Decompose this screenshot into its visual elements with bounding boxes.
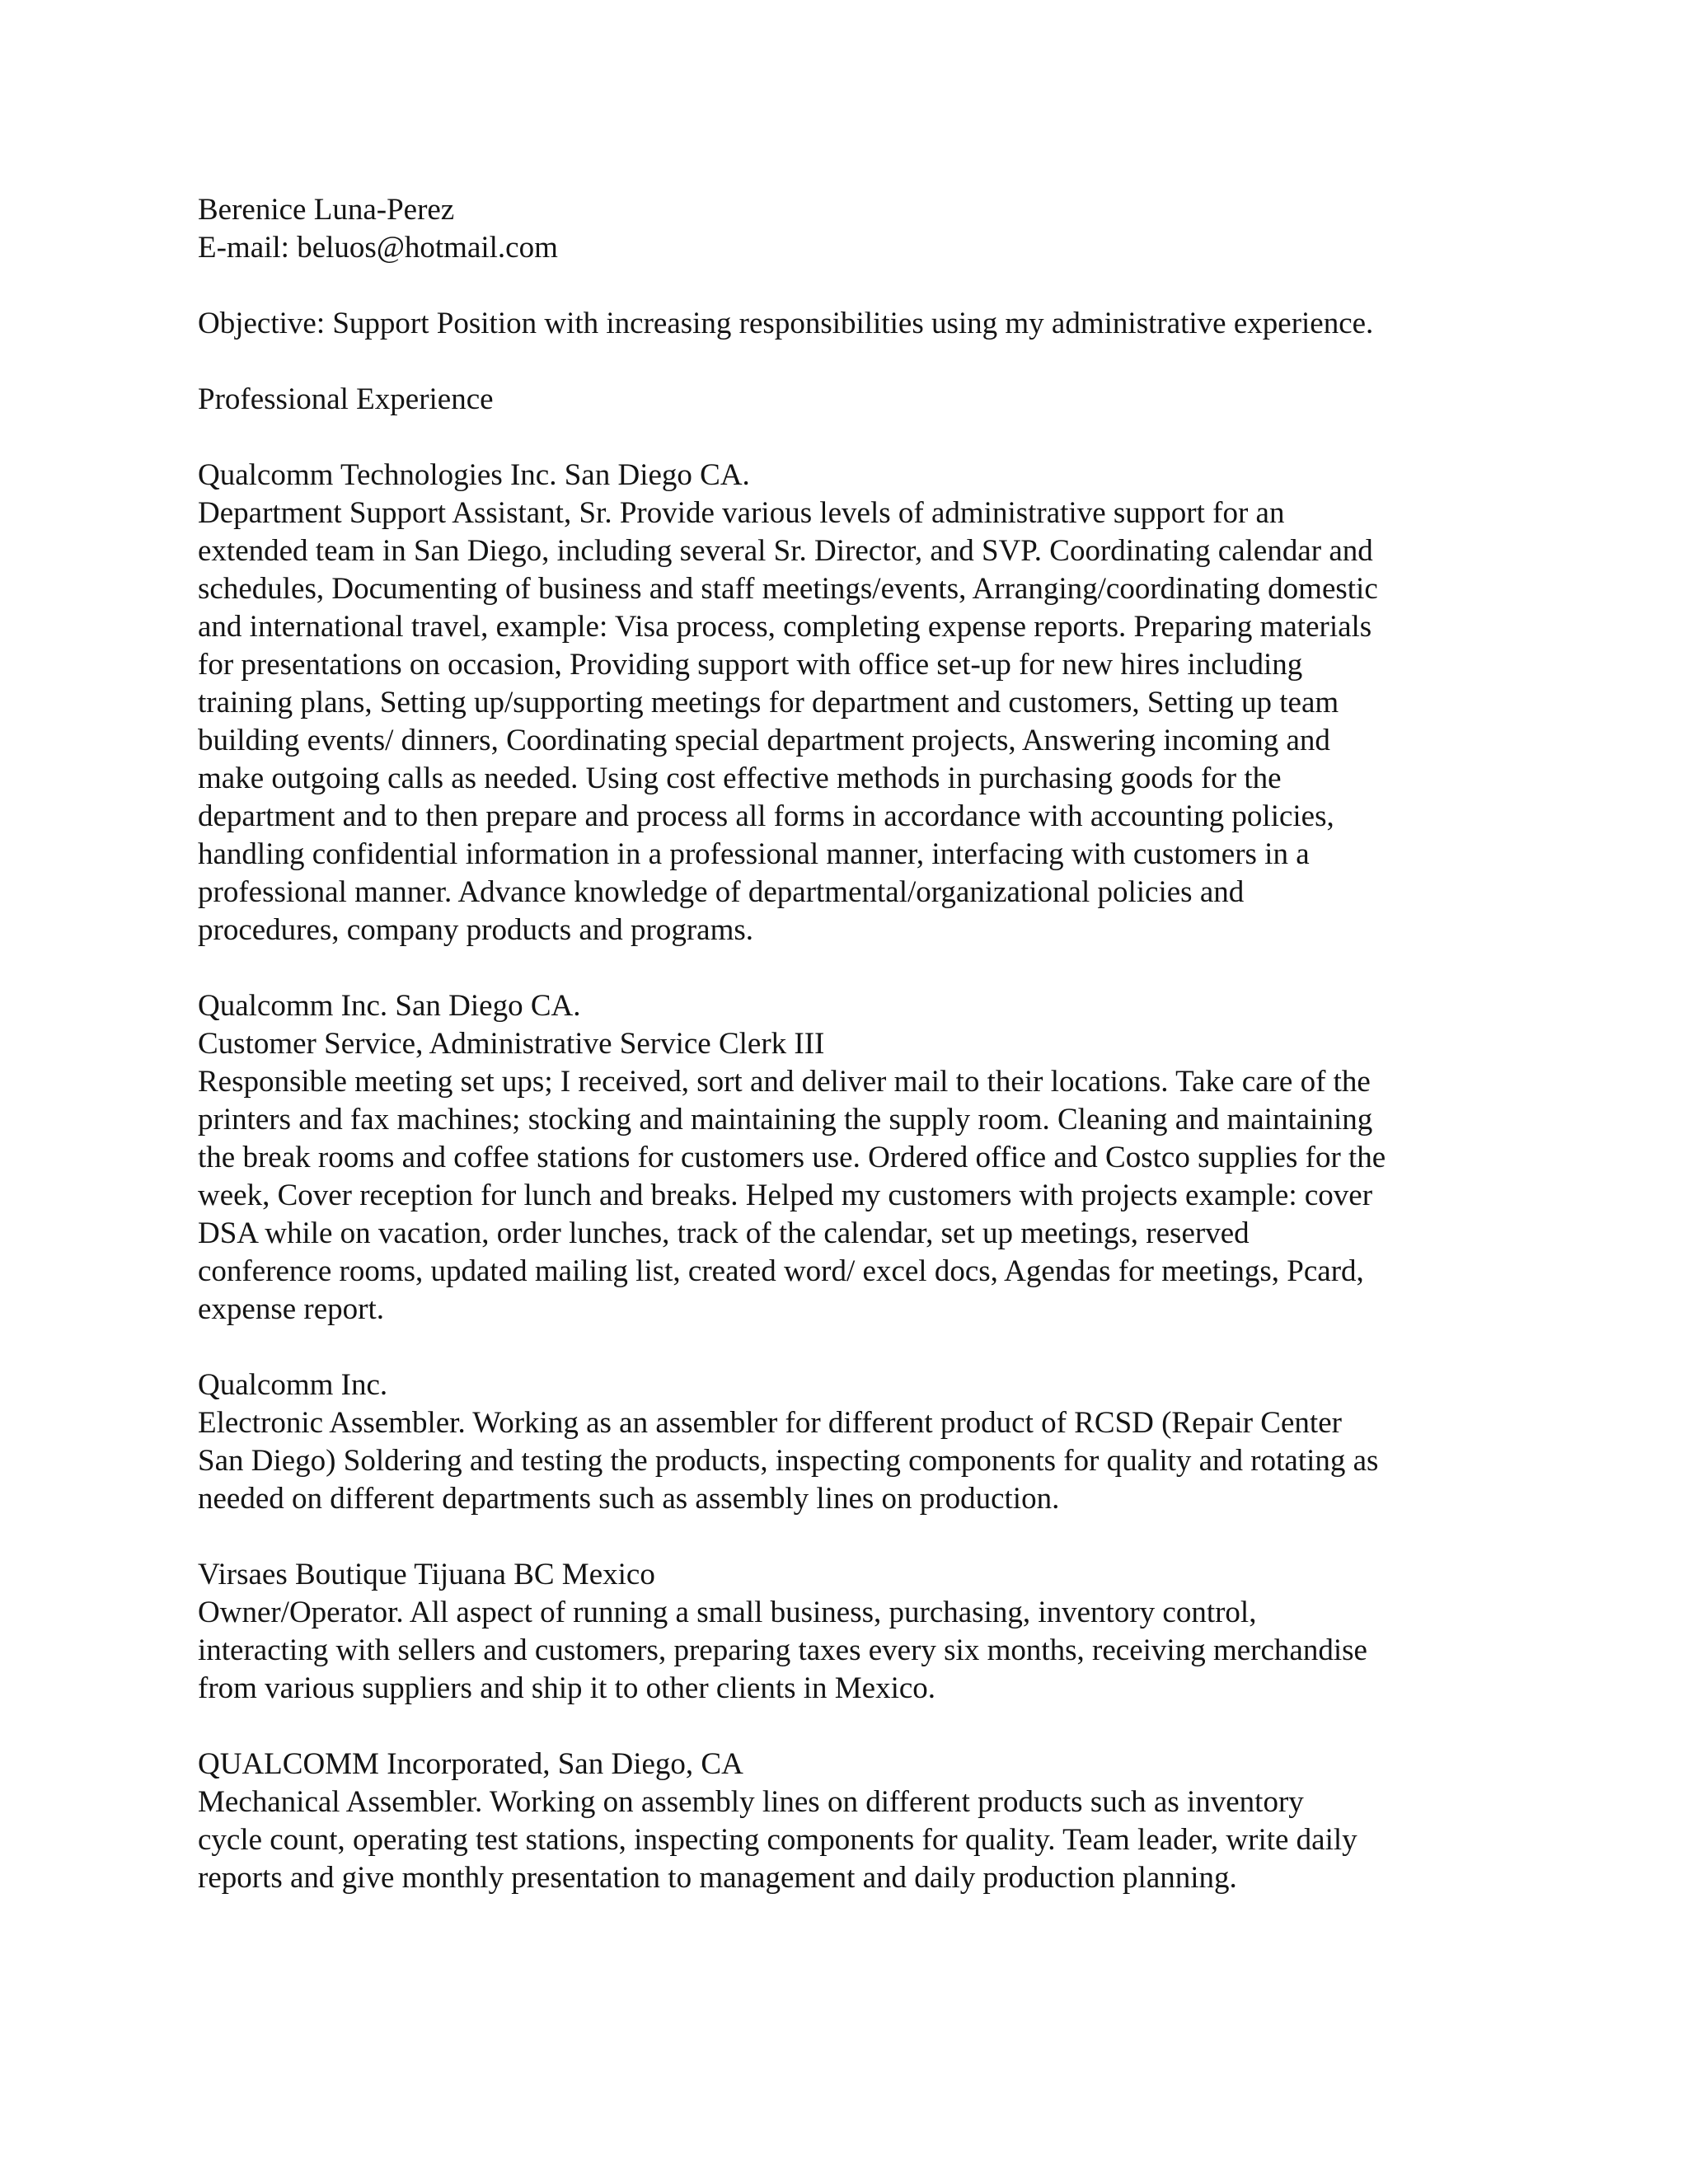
- job-line: San Diego) Soldering and testing the products, inspecting components for quality and rotating as: [198, 1444, 1379, 1478]
- spacer: [198, 419, 1500, 457]
- job-line: for presentations on occasion, Providing support with office set-up for new hires including: [198, 648, 1303, 682]
- spacer: [198, 267, 1500, 305]
- job-line: conference rooms, updated mailing list, created word/ excel docs, Agendas for meetings, Pcard,: [198, 1254, 1364, 1288]
- job-line: training plans, Setting up/supporting meetings for department and customers, Setting up team: [198, 686, 1339, 719]
- job-line: extended team in San Diego, including several Sr. Director, and SVP. Coordinating calendar and: [198, 534, 1373, 568]
- job-line: department and to then prepare and process all forms in accordance with accounting policies,: [198, 799, 1334, 833]
- job-line: Mechanical Assembler. Working on assembly lines on different products such as inventory: [198, 1785, 1304, 1819]
- job-line: schedules, Documenting of business and staff meetings/events, Arranging/coordinating domestic: [198, 572, 1378, 606]
- experience-list: [198, 457, 1500, 1897]
- job-company: Virsaes Boutique Tijuana BC Mexico: [198, 1558, 655, 1591]
- job-company: QUALCOMM Incorporated, San Diego, CA: [198, 1747, 743, 1781]
- job-line: handling confidential information in a professional manner, interfacing with customers in a: [198, 837, 1310, 871]
- job-line: Responsible meeting set ups; I received, sort and deliver mail to their locations. Take care of the: [198, 1065, 1371, 1099]
- job-line: expense report.: [198, 1292, 385, 1326]
- section-title: Professional Experience: [198, 382, 494, 416]
- job-line: and international travel, example: Visa process, completing expense reports. Preparing materials: [198, 610, 1372, 644]
- job-line: professional manner. Advance knowledge of departmental/organizational policies and: [198, 875, 1245, 909]
- job-line: from various suppliers and ship it to other clients in Mexico.: [198, 1671, 936, 1705]
- job-line: make outgoing calls as needed. Using cost effective methods in purchasing goods for the: [198, 762, 1282, 795]
- candidate-name: Berenice Luna-Perez: [198, 193, 455, 227]
- job-line: week, Cover reception for lunch and breaks. Helped my customers with projects example: cover: [198, 1179, 1373, 1212]
- spacer: [198, 343, 1500, 381]
- job-line: DSA while on vacation, order lunches, track of the calendar, set up meetings, reserved: [198, 1216, 1250, 1250]
- job-entry: [198, 457, 1500, 949]
- job-line: cycle count, operating test stations, inspecting components for quality. Team leader, write daily: [198, 1823, 1357, 1857]
- job-line: Department Support Assistant, Sr. Provide various levels of administrative support for an: [198, 496, 1285, 530]
- job-line: Owner/Operator. All aspect of running a small business, purchasing, inventory control,: [198, 1596, 1257, 1629]
- resume-document: [198, 191, 1500, 1897]
- job-line: the break rooms and coffee stations for customers use. Ordered office and Costco supplies for the: [198, 1141, 1386, 1174]
- job-company: Qualcomm Inc. San Diego CA.: [198, 989, 581, 1023]
- job-line: Electronic Assembler. Working as an assembler for different product of RCSD (Repair Center: [198, 1406, 1342, 1440]
- job-company: Qualcomm Technologies Inc. San Diego CA.: [198, 458, 750, 492]
- email-line: E-mail: beluos@hotmail.com: [198, 231, 558, 265]
- job-entry: [198, 1366, 1500, 1518]
- job-line: printers and fax machines; stocking and maintaining the supply room. Cleaning and maintaining: [198, 1103, 1373, 1137]
- job-line: needed on different departments such as assembly lines on production.: [198, 1482, 1060, 1516]
- job-entry: [198, 987, 1500, 1329]
- job-company: Qualcomm Inc.: [198, 1368, 388, 1402]
- job-entry: [198, 1556, 1500, 1708]
- job-entry: [198, 1746, 1500, 1897]
- job-line: procedures, company products and programs.: [198, 913, 754, 947]
- job-line: building events/ dinners, Coordinating special department projects, Answering incoming and: [198, 724, 1330, 757]
- job-line: interacting with sellers and customers, preparing taxes every six months, receiving merchandise: [198, 1633, 1367, 1667]
- job-line: Customer Service, Administrative Service Clerk III: [198, 1027, 825, 1061]
- job-line: reports and give monthly presentation to management and daily production planning.: [198, 1861, 1237, 1895]
- objective: Objective: Support Position with increasing responsibilities using my administrative experience.: [198, 307, 1374, 340]
